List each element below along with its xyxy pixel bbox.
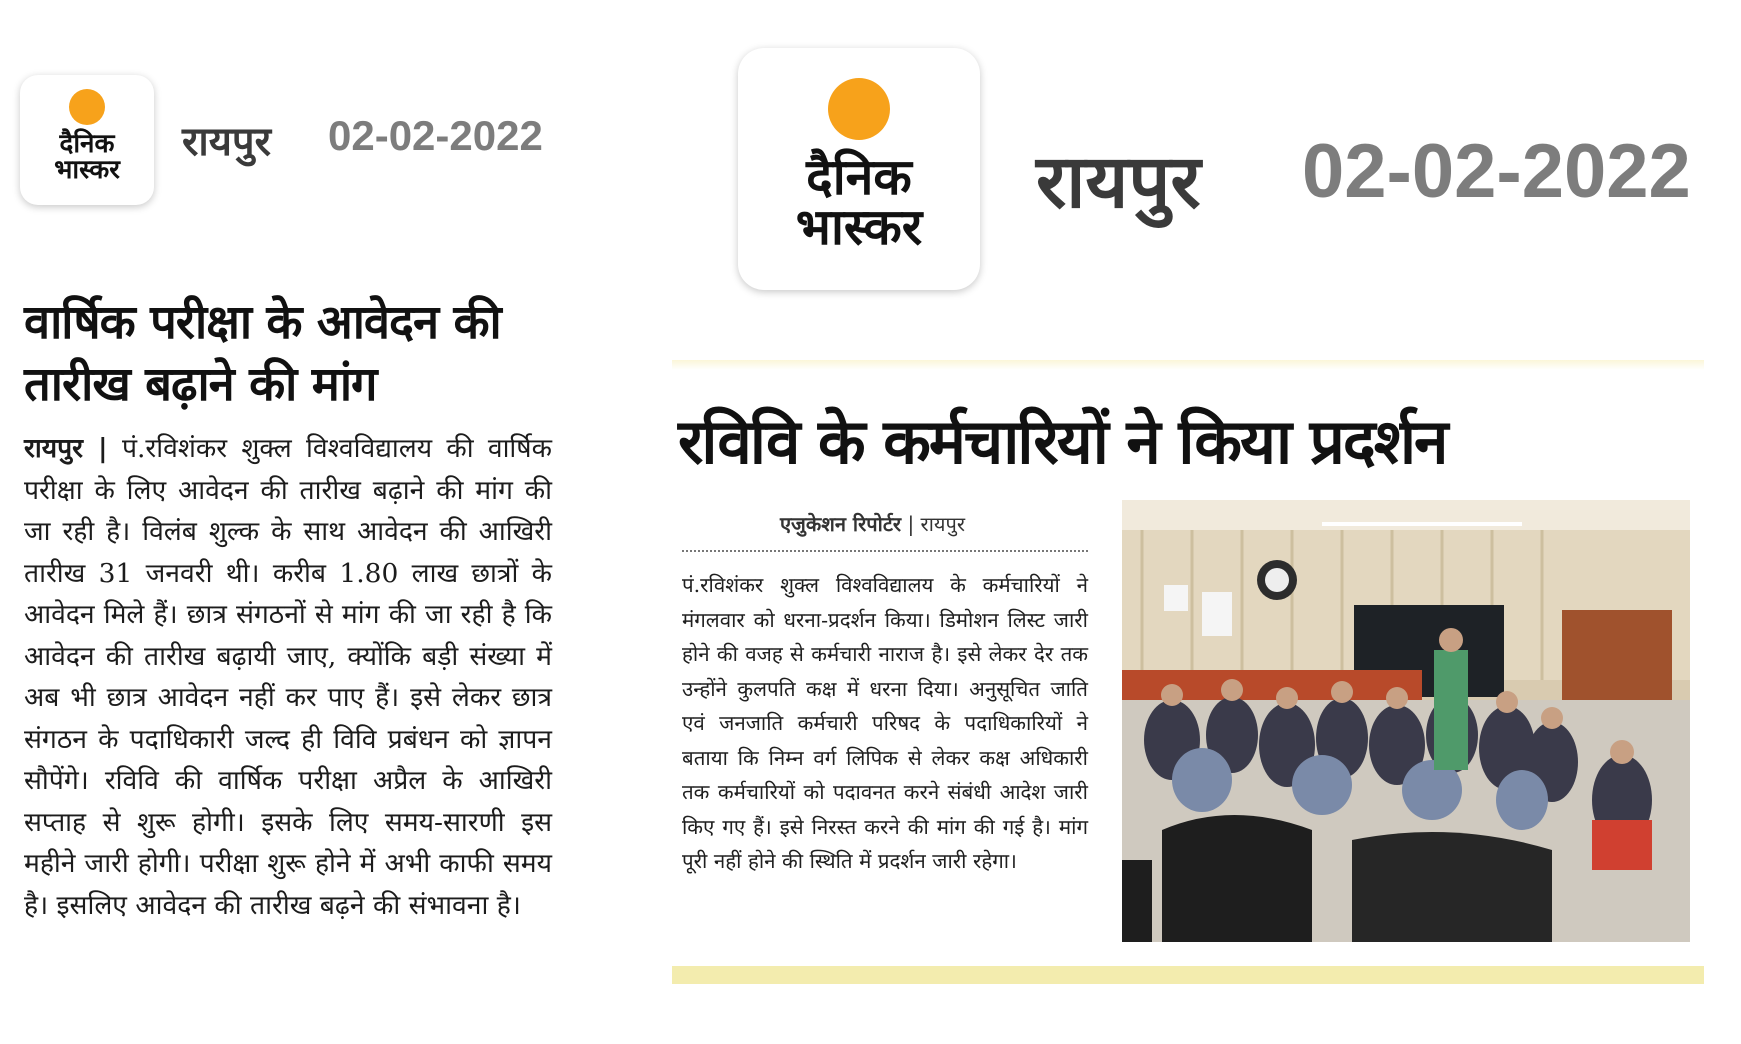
article-headline: रविवि के कर्मचारियों ने किया प्रदर्शन (678, 405, 1447, 478)
left-news-article (24, 292, 552, 926)
protest-photo-illustration (1122, 500, 1690, 942)
sun-icon (828, 78, 890, 140)
logo-line-1: दैनिक (59, 129, 115, 159)
protest-photo (1122, 500, 1690, 942)
byline-city: | रायपुर (907, 512, 966, 536)
dainik-bhaskar-logo (20, 75, 154, 205)
header-city-large: रायपुर (1036, 139, 1201, 225)
article-byline (780, 510, 965, 537)
dainik-bhaskar-logo-large (738, 48, 980, 290)
header-date-large: 02-02-2022 (1302, 129, 1691, 214)
logo-line-2: भास्कर (54, 155, 120, 185)
clipping-edge-bottom (672, 966, 1704, 984)
byline-divider (682, 550, 1088, 552)
sun-icon (69, 89, 105, 125)
logo-line-2: भास्कर (795, 198, 923, 256)
article-body-text: पं.रविशंकर शुक्ल विश्वविद्यालय की वार्षिक परीक्षा के लिए आवेदन की तारीख बढ़ाने की मांग की जा रही है। विलंब शुल्क के साथ आवेदन की आखिरी तारीख 31 जनवरी थी। करीब 1.80 लाख छात्रों के आवेदन मिले हैं। छात्र संगठनों से मांग की जा रही है कि आवेदन की तारीख बढ़ायी जाए, क्योंकि बड़ी संख्या में अब भी छात्र आवेदन नहीं कर पाए हैं। इसे लेकर छात्र संगठन के पदाधिकारी जल्द ही विवि प्रबंधन को ज्ञापन सौपेंगे। रविवि की वार्षिक परीक्षा अप्रैल के आखिरी सप्ताह से शुरू होगी। इसके लिए समय-सारणी इस महीने जारी होगी। परीक्षा शुरू होने में अभी काफी समय है। इसलिए आवेदन की तारीख बढ़ने की संभावना है। (24, 433, 552, 921)
header-date: 02-02-2022 (328, 112, 543, 159)
clipping-edge-top (672, 360, 1704, 370)
byline-name: एजुकेशन रिपोर्टर (780, 512, 902, 536)
header-city: रायपुर (182, 119, 271, 165)
right-news-article (672, 360, 1704, 990)
article-headline: वार्षिक परीक्षा के आवेदन की तारीख बढ़ाने की मांग (24, 295, 501, 412)
article-body (24, 428, 552, 926)
article-body: पं.रविशंकर शुक्ल विश्वविद्यालय के कर्मचारियों ने मंगलवार को धरना-प्रदर्शन किया। डिमोशन लिस्ट जारी होने की वजह से कर्मचारी नाराज है। इसे लेकर देर तक उन्होंने कुलपति कक्ष में धरना दिया। अनुसूचित जाति एवं जनजाति कर्मचारी परिषद के पदाधिकारियों ने बताया कि निम्न वर्ग लिपिक से लेकर कक्ष अधिकारी तक कर्मचारियों को पदावनत करने संबंधी आदेश जारी किए गए हैं। इसे निरस्त करने की मांग की गई है। मांग पूरी नहीं होने की स्थिति में प्रदर्शन जारी रहेगा। (682, 573, 1088, 873)
article-dateline: रायपुर | (24, 433, 108, 464)
logo-line-1: दैनिक (806, 148, 912, 206)
